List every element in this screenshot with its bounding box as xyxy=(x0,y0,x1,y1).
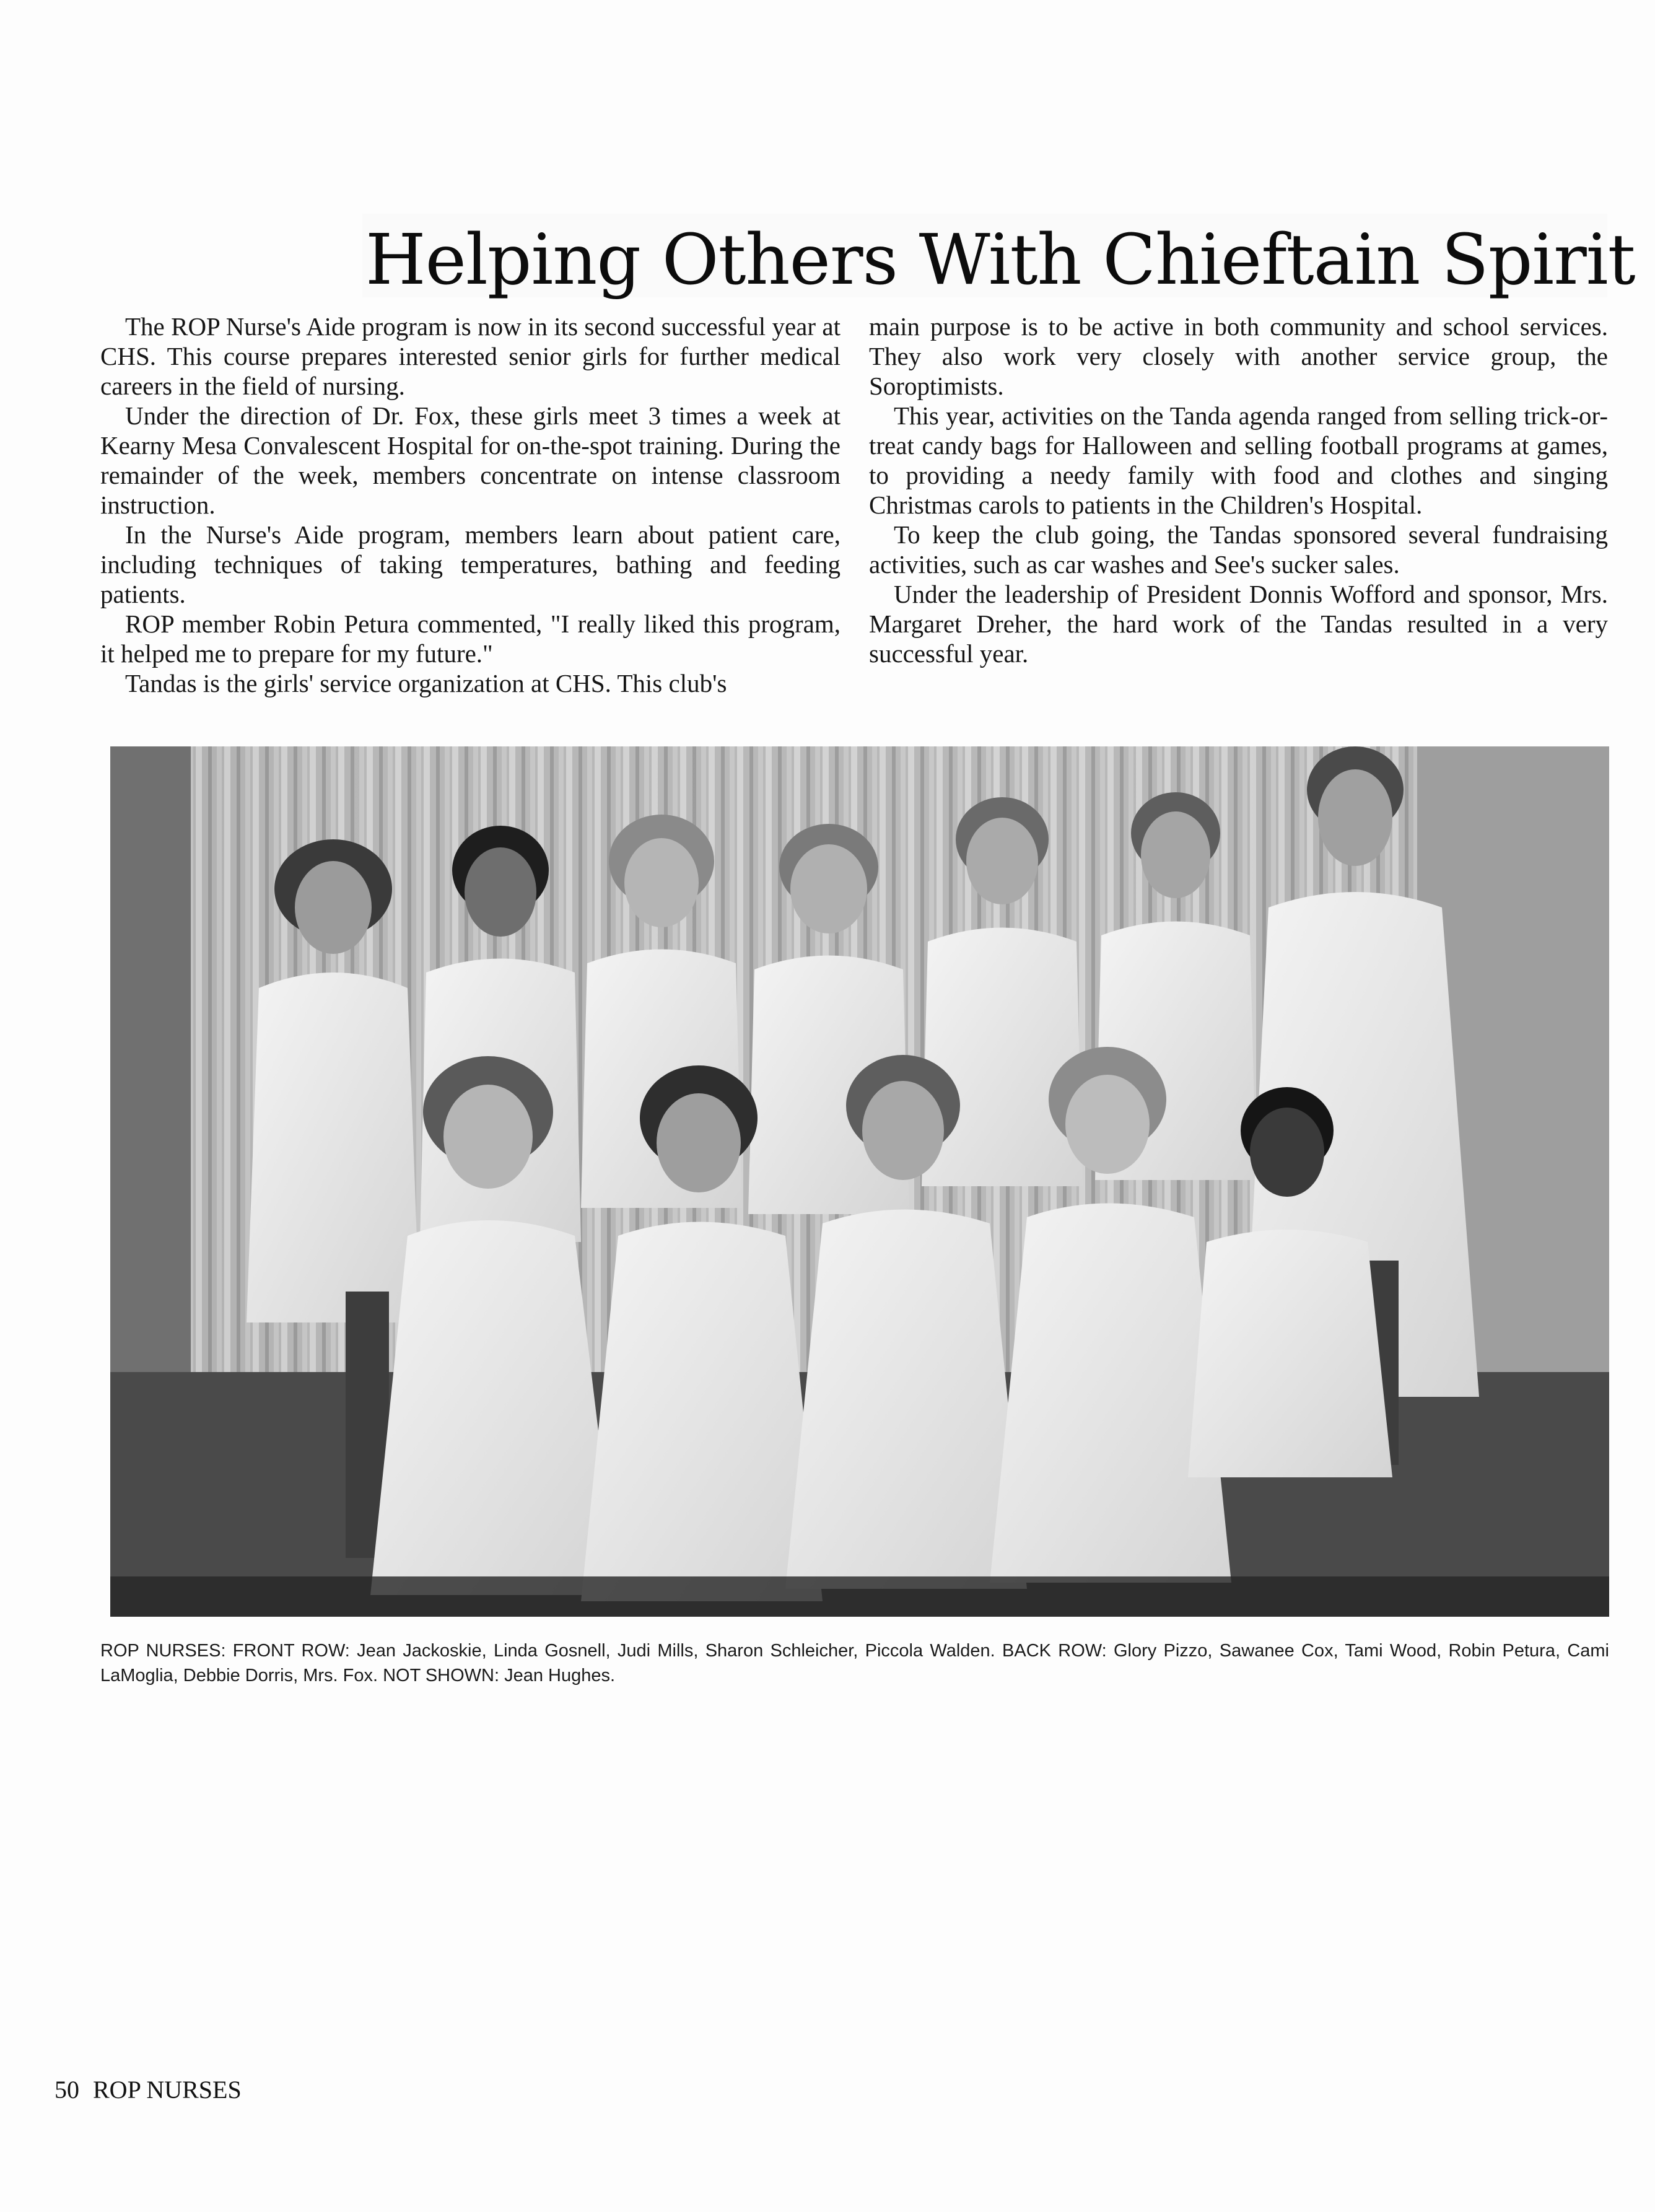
paragraph: Under the direction of Dr. Fox, these girls meet 3 times a week at Kearny Mesa Convalescent Hospital for on-the-spot training. During the remainder of the week, members concentrate on intense classroom instruction. xyxy=(100,401,841,519)
page-number: 50 xyxy=(55,2076,79,2104)
paragraph: The ROP Nurse's Aide program is now in its second successful year at CHS. This course prepares interested senior girls for further medical careers in the field of nursing. xyxy=(100,312,841,400)
photo-caption: ROP NURSES: FRONT ROW: Jean Jackoskie, Linda Gosnell, Judi Mills, Sharon Schleicher, Piccola Walden. BACK ROW: Glory Pizzo, Sawanee Cox, Tami Wood, Robin Petura, Cami LaMoglia, Debbie Dorris, Mrs. Fox. NOT SHOWN: Jean Hughes. xyxy=(100,1641,1609,1685)
group-photo-illustration xyxy=(110,746,1609,1617)
paragraph: ROP member Robin Petura commented, "I really liked this program, it helped me to prepare for my future." xyxy=(100,610,841,668)
paragraph: Tandas is the girls' service organization at CHS. This club's xyxy=(125,669,727,697)
page-folio xyxy=(55,2075,242,2104)
group-photo xyxy=(110,746,1609,1617)
paragraph: In the Nurse's Aide program, members learn about patient care, including techniques of taking temperatures, bathing and feeding patients. xyxy=(100,520,841,608)
article-column-right xyxy=(869,312,1608,668)
section-name: ROP NURSES xyxy=(93,2076,242,2104)
paragraph: To keep the club going, the Tandas sponsored several fundraising activities, such as car washes and See's sucker sales. xyxy=(869,520,1608,579)
page-headline: Helping Others With Chieftain Spirit xyxy=(365,220,1635,300)
paragraph: This year, activities on the Tanda agenda ranged from selling trick-or-treat candy bags for Halloween and selling football programs at games, to providing a needy family with food and clothes and singing Christmas carols to patients in the Children's Hospital. xyxy=(869,401,1608,519)
article-column-left xyxy=(100,312,841,698)
paragraph: Under the leadership of President Donnis Wofford and sponsor, Mrs. Margaret Dreher, the hard work of the Tandas resulted in a very successful year. xyxy=(869,580,1608,668)
paragraph: main purpose is to be active in both community and school services. They also work very closely with another service group, the Soroptimists. xyxy=(869,312,1608,400)
